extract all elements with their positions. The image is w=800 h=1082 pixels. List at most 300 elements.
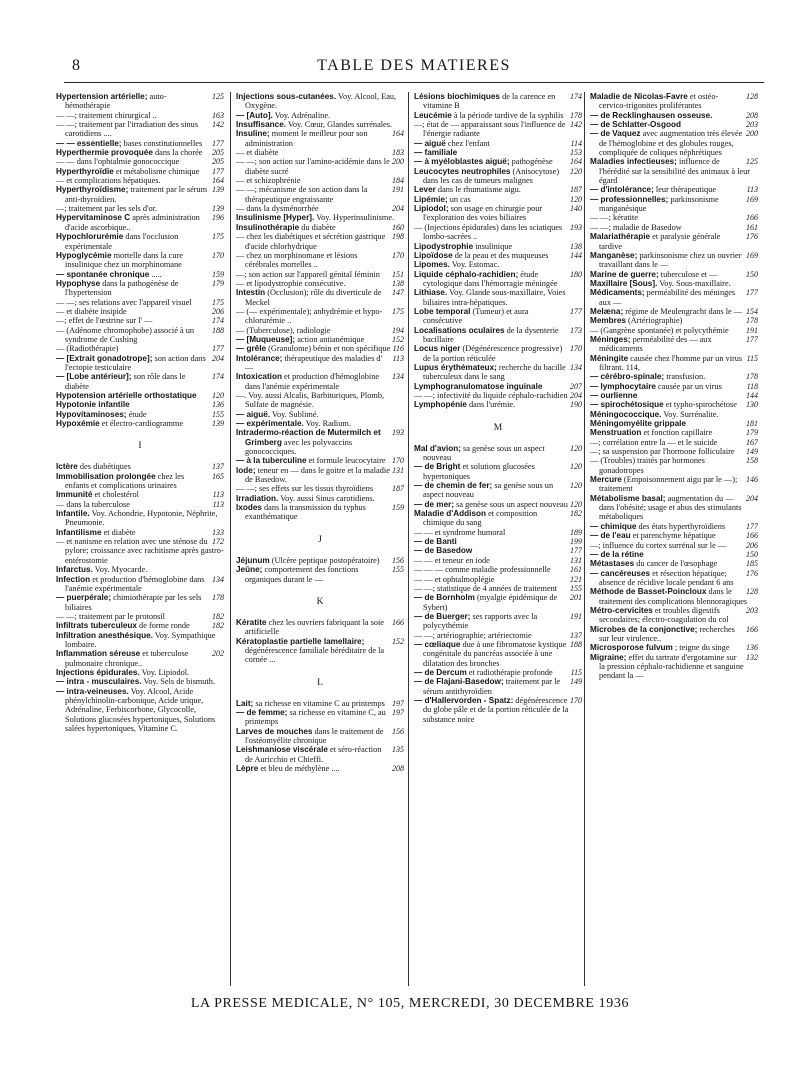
entry-text: insulinique — [473, 241, 513, 251]
entry-text: et électro-cardiogramme — [99, 419, 184, 429]
entry-text: —. Voy. aussi Alcalis, Barbituriques, Plomb, Sulfate de magnésie. — [236, 391, 385, 410]
page-ref: 132 — [746, 652, 758, 662]
page-ref: 191 — [746, 325, 758, 335]
entry-keyword: Hypophyse — [56, 278, 101, 288]
index-entry — [590, 129, 758, 157]
index-entry — [414, 391, 582, 400]
page-ref: 188 — [570, 639, 582, 649]
index-entry — [56, 139, 224, 148]
page-ref: 120 — [570, 462, 582, 472]
section-letter: L — [317, 677, 323, 688]
page-ref: 120 — [212, 391, 224, 400]
index-entry — [590, 185, 758, 194]
page-ref: 159 — [212, 269, 224, 279]
page-ref: 189 — [570, 527, 582, 537]
index-entry — [56, 307, 224, 316]
entry-keyword: — de femme; — [236, 707, 288, 717]
page-ref: 120 — [570, 194, 582, 204]
index-entry — [56, 490, 224, 499]
page-ref: 163 — [212, 110, 224, 120]
index-entry — [414, 185, 582, 194]
index-entry — [414, 363, 582, 382]
entry-text: effet du tartrate d'ergotamine sur la pression céphalo-rachidienne et sanguine pendant la — — [599, 652, 744, 681]
entry-text: Voy. Hyperinsulinisme. — [314, 213, 395, 223]
index-entry — [590, 213, 758, 222]
index-entry — [56, 400, 224, 409]
entry-text: son action dans l'ectopie testiculaire — [65, 353, 206, 372]
page-ref: 113 — [392, 353, 404, 363]
entry-keyword: Hypertension artérielle; — [56, 92, 148, 101]
index-entry — [590, 251, 758, 270]
entry-text: et métabolisme chimique — [113, 166, 200, 176]
page-ref: 133 — [212, 527, 224, 537]
entry-keyword: — de Schlatter-Osgood — [590, 120, 681, 130]
index-entry — [590, 307, 758, 316]
page-ref: 164 — [392, 129, 404, 139]
page-ref: 176 — [746, 568, 758, 578]
index-entry — [56, 92, 224, 111]
entry-keyword: — cérébro-spinale; — [590, 372, 665, 382]
page-ref: 202 — [212, 649, 224, 659]
entry-text: (Granulome) bénin et non spécifique — [266, 344, 391, 354]
entry-keyword: Lithiase. — [414, 288, 448, 298]
entry-text: parkinsonisme chez un ouvrier travaillant dans le — — [599, 250, 742, 270]
entry-text: chez l'enfant — [445, 138, 490, 148]
page-ref: 138 — [570, 241, 582, 251]
entry-text: sa richesse en vitamine C au printemps — [253, 698, 385, 708]
entry-text: —; effet de l'œstrine sur l' — — [56, 316, 153, 326]
index-entry — [414, 462, 582, 481]
index-entry — [56, 111, 224, 120]
entry-text: —; corrélation entre la — et le suicide — [590, 437, 718, 447]
entry-keyword: — puerpérale; — [56, 593, 112, 603]
index-entry — [56, 326, 224, 345]
page-ref: 207 — [570, 381, 582, 391]
entry-keyword: — à la tuberculine — [236, 456, 307, 466]
entry-text: — dans la tuberculose — [56, 499, 130, 509]
entry-text: — (Gangrène spontanée) et polycythémie — [590, 325, 729, 335]
entry-text: — — et teneur en iode — [414, 555, 490, 565]
page-ref: 182 — [570, 509, 582, 519]
page-ref: 187 — [570, 185, 582, 195]
entry-text: sa richesse en vitamine C, au printemps — [245, 707, 386, 727]
entry-keyword: — intra-veineuses. — [56, 686, 129, 696]
index-entry — [590, 522, 758, 531]
index-entry — [236, 466, 404, 485]
entry-keyword: Migraine; — [590, 652, 627, 662]
entry-text: — —; infectivité du liquide céphalo-rachidien — [414, 391, 568, 400]
entry-keyword: Insuffisance. — [236, 120, 287, 130]
page-ref: 177 — [746, 521, 758, 531]
entry-text: — et diabète insipide — [56, 306, 127, 316]
index-entry — [236, 708, 404, 727]
entry-text: (Tumeur) et aura consécutive — [423, 306, 529, 326]
entry-text: — (Tuberculose), radiologie — [236, 325, 331, 335]
page-ref: 173 — [570, 325, 582, 335]
page-ref: 142 — [570, 120, 582, 130]
page-ref: 115 — [570, 667, 582, 677]
page-ref: 146 — [746, 475, 758, 485]
entry-text: (Anisocytose) dans les cas de tumeurs malignes — [423, 166, 560, 186]
entry-keyword: Intradermo-réaction de Mutermilch et Grimberg — [236, 428, 381, 447]
entry-text: et production d'hémoglobine dans l'anémie expérimentale — [65, 574, 205, 593]
entry-text: après administration d'acide ascorbique.. — [65, 213, 200, 232]
entry-text: Voy. Myocarde. — [92, 565, 148, 575]
page-ref: 170 — [570, 695, 582, 705]
index-entry — [414, 307, 582, 326]
column-divider — [230, 92, 231, 986]
page-ref: 183 — [392, 148, 404, 158]
index-entry — [236, 484, 404, 493]
entry-keyword: Lupus érythémateux; — [414, 362, 497, 372]
entry-text: influence de l'hérédité sur la sensibilité des animaux à leur égard — [599, 157, 751, 186]
entry-text: teneur en — dans le goitre et la maladie de Basedow. — [245, 465, 390, 485]
page-ref: 155 — [570, 583, 582, 593]
entry-keyword: — de Bornholm — [414, 593, 475, 603]
entry-text: — (Injections épidurales) dans les sciatiques lombo-sacrées .. — [414, 222, 563, 242]
entry-keyword: Lipodystrophie — [414, 241, 474, 251]
page-ref: 187 — [392, 484, 404, 494]
entry-keyword: — grêle — [236, 344, 267, 354]
entry-text: du diabète — [299, 222, 336, 232]
index-entry — [590, 494, 758, 522]
page-ref: 193 — [392, 428, 404, 438]
page-ref: 138 — [392, 278, 404, 288]
entry-keyword: Leucocytes neutrophiles — [414, 166, 511, 176]
entry-keyword: Méthode de Basset-Poincloux — [590, 587, 707, 597]
index-entry — [414, 195, 582, 204]
page-ref: 147 — [392, 288, 404, 298]
entry-text: et cholestérol — [92, 490, 139, 500]
entry-text: (Artériographie) — [625, 316, 683, 326]
page-title: TABLE DES MATIERES — [317, 57, 511, 74]
index-entry — [414, 382, 582, 391]
index-entry — [414, 92, 582, 111]
index-entry — [236, 270, 404, 279]
entry-keyword: — cancéreuses — [590, 568, 651, 578]
entry-text: traitement par le sérum anti-thyroïdien. — [65, 185, 208, 204]
page-ref: 170 — [570, 344, 582, 354]
entry-text: —; traitement par les sels d'or. — [56, 204, 158, 214]
entry-text: Voy. Sous-maxillaire. — [657, 278, 731, 288]
index-entry — [56, 251, 224, 270]
entry-keyword: Kératoplastie partielle lamellaire; — [236, 636, 365, 646]
index-column-4 — [590, 92, 758, 986]
entry-text: — dans la dysménorrhée — [236, 204, 319, 214]
entry-text: ses rapports avec la polycythémie — [423, 611, 538, 631]
entry-keyword: Lipiodol; — [414, 204, 449, 214]
page-ref: 144 — [570, 250, 582, 260]
page-ref: 169 — [746, 194, 758, 204]
entry-text: Voy. Cœur, Glandes surrénales. — [286, 120, 393, 130]
column-divider — [584, 92, 585, 986]
index-entry — [414, 148, 582, 157]
index-entry — [56, 593, 224, 612]
entry-keyword: — d'intolérance; — [590, 185, 654, 195]
index-entry — [414, 260, 582, 269]
index-entry — [590, 288, 758, 307]
index-entry — [590, 92, 758, 111]
index-entry — [56, 148, 224, 157]
page-ref: 206 — [212, 306, 224, 316]
page-ref: 200 — [392, 157, 404, 167]
entry-keyword: Maladie d'Addison — [414, 509, 487, 519]
index-entry — [414, 223, 582, 242]
entry-text: chimiothérapie par les sels biliaires — [65, 593, 202, 612]
index-entry — [414, 565, 582, 574]
page-ref: 128 — [746, 92, 758, 101]
index-entry — [56, 354, 224, 373]
entry-text: Voy. Adrénaline. — [272, 110, 331, 120]
index-entry — [414, 575, 582, 584]
entry-keyword: — de mer; — [414, 499, 455, 509]
index-entry — [414, 242, 582, 251]
index-entry — [56, 565, 224, 574]
section-letter: M — [493, 422, 503, 433]
entry-keyword: — — essentielle; — [56, 138, 122, 148]
entry-keyword: — d'Hallervorden - Spatz: — [414, 695, 514, 705]
entry-text: Voy. Lipiodol. — [139, 667, 190, 677]
page-ref: 140 — [570, 204, 582, 214]
entry-keyword: Infiltration anesthésique. — [56, 630, 153, 640]
page-ref: 177 — [570, 546, 582, 556]
index-entry — [590, 354, 758, 373]
index-entry — [414, 500, 582, 509]
index-entry — [590, 643, 758, 652]
index-entry — [56, 176, 224, 185]
page-ref: 179 — [212, 278, 224, 288]
entry-keyword: Médicaments; — [590, 288, 645, 298]
entry-keyword: Lever — [414, 185, 436, 195]
entry-keyword: Hypoglycémie — [56, 250, 112, 260]
entry-keyword: — familiale — [414, 148, 458, 158]
index-entry — [236, 745, 404, 764]
page-ref: 204 — [570, 391, 582, 400]
entry-text: dans l'urémie. — [466, 400, 516, 410]
page-ref: 178 — [212, 593, 224, 603]
entry-keyword: Lipomes. — [414, 260, 450, 270]
page-ref: 191 — [392, 185, 404, 195]
entry-keyword: Ixodes — [236, 503, 262, 513]
section-letter: J — [318, 534, 322, 545]
page-ref: 196 — [212, 213, 224, 223]
page-ref: 156 — [392, 555, 404, 565]
index-entry — [414, 139, 582, 148]
entry-text: — (— expérimentale); anhydrémie et hypo-chlorurémie .. — [236, 306, 383, 326]
entry-text: et résection hépatique; absence de récidive locale pendant 6 ans — [599, 568, 734, 587]
entry-keyword: Lipémie; — [414, 194, 448, 204]
page-ref: 113 — [212, 499, 224, 509]
entry-text: transfusion. — [664, 372, 706, 382]
entry-keyword: Larves de mouches — [236, 726, 313, 736]
index-entry — [590, 419, 758, 428]
index-entry — [590, 587, 758, 606]
entry-text: — et lipodystrophie consécutive. — [236, 278, 346, 288]
index-entry — [590, 120, 758, 129]
page-ref: 161 — [746, 222, 758, 232]
column-divider — [408, 92, 409, 986]
index-entry — [236, 148, 404, 157]
entry-keyword: — cœliaque — [414, 639, 461, 649]
page-ref: 185 — [746, 559, 758, 569]
index-entry — [56, 298, 224, 307]
entry-keyword: — chimique — [590, 521, 637, 531]
index-entry — [414, 612, 582, 631]
index-entry — [236, 618, 404, 637]
entry-text: et fonction capillaire — [641, 428, 713, 438]
entry-text: — —; statistique de 4 années de traitement — [414, 583, 558, 593]
entry-text: et solutions glucosées hypertoniques — [423, 462, 535, 481]
page-ref: 181 — [746, 419, 758, 429]
page-ref: 167 — [746, 437, 758, 447]
section-letter: I — [138, 441, 142, 452]
page-ref: 125 — [746, 157, 758, 167]
page-ref: 203 — [746, 120, 758, 130]
index-entry — [414, 593, 582, 612]
entry-keyword: Intoxication — [236, 372, 282, 382]
entry-keyword: — de Vaquez — [590, 129, 641, 139]
page-ref: 198 — [392, 232, 404, 242]
entry-text: dans l'occlusion expérimentale — [65, 232, 179, 251]
index-entry — [590, 550, 758, 559]
index-entry — [590, 372, 758, 381]
entry-keyword: Jeûne; — [236, 565, 263, 575]
entry-keyword: — de Dercum — [414, 667, 467, 677]
header-rule — [64, 82, 764, 83]
page-ref: 178 — [746, 316, 758, 326]
index-entry — [236, 251, 404, 270]
entry-text: perméabilité des méninges aux — — [599, 288, 736, 307]
entry-keyword: — expérimentale. — [236, 419, 304, 429]
page-ref: 152 — [392, 334, 404, 344]
index-entry — [236, 456, 404, 465]
page-ref: 116 — [392, 344, 404, 354]
index-entry — [236, 354, 404, 373]
index-entry — [236, 157, 404, 176]
page-ref: 120 — [570, 443, 582, 453]
entry-text: Voy. Achondrie, Hypotonie, Néphrite, Pneumonie. — [65, 509, 218, 528]
entry-keyword: — spontanée chronique — [56, 269, 150, 279]
entry-keyword: — de chemin de fer; — [414, 481, 493, 491]
index-entry — [590, 625, 758, 644]
entry-keyword: Maxillaire [Sous]. — [590, 278, 658, 288]
entry-text: et composition chimique du sang — [423, 509, 538, 528]
page-ref: 175 — [212, 297, 224, 307]
entry-keyword: Mal d'avion; — [414, 443, 461, 453]
entry-text: —; état de — apparaissant sous l'influence de l'énergie radiante — [414, 120, 566, 139]
index-entry — [56, 410, 224, 419]
page-ref: 172 — [212, 537, 224, 547]
entry-text: — —; artériographie; artériectomie — [414, 630, 532, 640]
entry-text: comportement des fonctions organiques durant le — — [245, 565, 359, 584]
page-ref: 150 — [746, 549, 758, 559]
index-entry — [414, 344, 582, 363]
index-entry — [414, 546, 582, 555]
entry-keyword: Inflammation séreuse — [56, 649, 141, 659]
index-column-2 — [236, 92, 404, 986]
entry-text: auto-hémothérapie — [65, 92, 167, 111]
entry-keyword: Lipoïdose — [414, 250, 453, 260]
index-entry — [56, 687, 224, 734]
page-ref: 175 — [212, 232, 224, 242]
entry-keyword: Membres — [590, 316, 626, 326]
entry-keyword: Liquide céphalo-rachidien; — [414, 269, 519, 279]
page-ref: 166 — [746, 531, 758, 541]
entry-keyword: Métastases — [590, 559, 635, 569]
page-ref: 194 — [392, 325, 404, 335]
index-entry — [236, 185, 404, 204]
index-entry — [590, 456, 758, 475]
index-entry — [414, 270, 582, 289]
entry-keyword: Ictère — [56, 462, 78, 472]
entry-keyword: Lymphogranulomatose inguinale — [414, 381, 543, 391]
index-entry — [56, 472, 224, 491]
entry-keyword: Kératite — [236, 617, 267, 627]
entry-keyword: Lobe temporal — [414, 306, 471, 316]
page-ref: 136 — [746, 643, 758, 653]
entry-text: — —; ses effets sur les tissus thyroïdiens — [236, 484, 373, 494]
entry-keyword: Immobilisation prolongée — [56, 471, 156, 481]
index-entry — [414, 509, 582, 528]
index-entry — [56, 612, 224, 621]
entry-text: — chez les diabétiques et sécrétion gastrique d'acide chlorhydrique — [236, 232, 386, 251]
index-entry — [414, 400, 582, 409]
page-ref: 134 — [570, 362, 582, 372]
entry-text: — — et syndrome humoral — [414, 527, 506, 537]
index-entry — [414, 677, 582, 696]
entry-text: Voy. Alcool, Acide phénylchinolin-carbonique, Acide urique, Adrénaline, Ferbiscorbone, Glycocolle, Solutions glucosées hypertoniques, Solutions salées hypertoniques, Vitamine C. — [65, 686, 216, 733]
entry-keyword: Marine de guerre; — [590, 269, 659, 279]
entry-keyword: Injections épidurales. — [56, 667, 140, 677]
entry-keyword: Insulinisme [Hyper]. — [236, 213, 315, 223]
index-entry — [414, 528, 582, 537]
entry-text: de la carence en vitamine B — [423, 92, 556, 111]
page-ref: 155 — [212, 409, 224, 419]
index-entry — [236, 204, 404, 213]
index-entry — [414, 584, 582, 593]
section-letter: K — [316, 596, 324, 607]
index-entry — [236, 372, 404, 391]
page-ref: 184 — [392, 176, 404, 186]
index-entry — [236, 92, 404, 111]
page-header — [64, 55, 764, 79]
index-entry — [590, 559, 758, 568]
entry-text: et radiothérapie profonde — [466, 667, 553, 677]
entry-text: sa genèse sous un aspect nouveau — [423, 443, 545, 463]
index-entry — [414, 326, 582, 345]
index-entry — [236, 410, 404, 419]
entry-text: Voy. Sympathique lombaire. — [65, 630, 216, 649]
page-ref: 131 — [392, 465, 404, 475]
entry-text: — —; son action sur l'amino-acidémie dans le diabète sucré — [236, 157, 390, 176]
entry-keyword: Hypotension artérielle orthostatique — [56, 391, 197, 400]
page-ref: 197 — [392, 698, 404, 708]
entry-text: augmentation du — dans l'obésité; usage et abus des stimulants métaboliques — [599, 493, 742, 522]
entry-keyword: — ourlienne — [590, 391, 638, 400]
page-ref: 178 — [746, 372, 758, 382]
page-ref: 125 — [212, 92, 224, 101]
index-entry — [236, 279, 404, 288]
index-entry — [236, 335, 404, 344]
index-entry — [56, 316, 224, 325]
entry-keyword: — de Basedow — [414, 546, 473, 556]
index-entry — [414, 167, 582, 186]
entry-text: Voy. Glande sous-maxillaire, Voies biliaires intra-hépatiques. — [423, 288, 566, 307]
page-ref: 166 — [392, 617, 404, 627]
index-entry — [236, 727, 404, 746]
entry-keyword: Lèpre — [236, 763, 259, 773]
entry-text: causée par un virus — [655, 381, 722, 391]
